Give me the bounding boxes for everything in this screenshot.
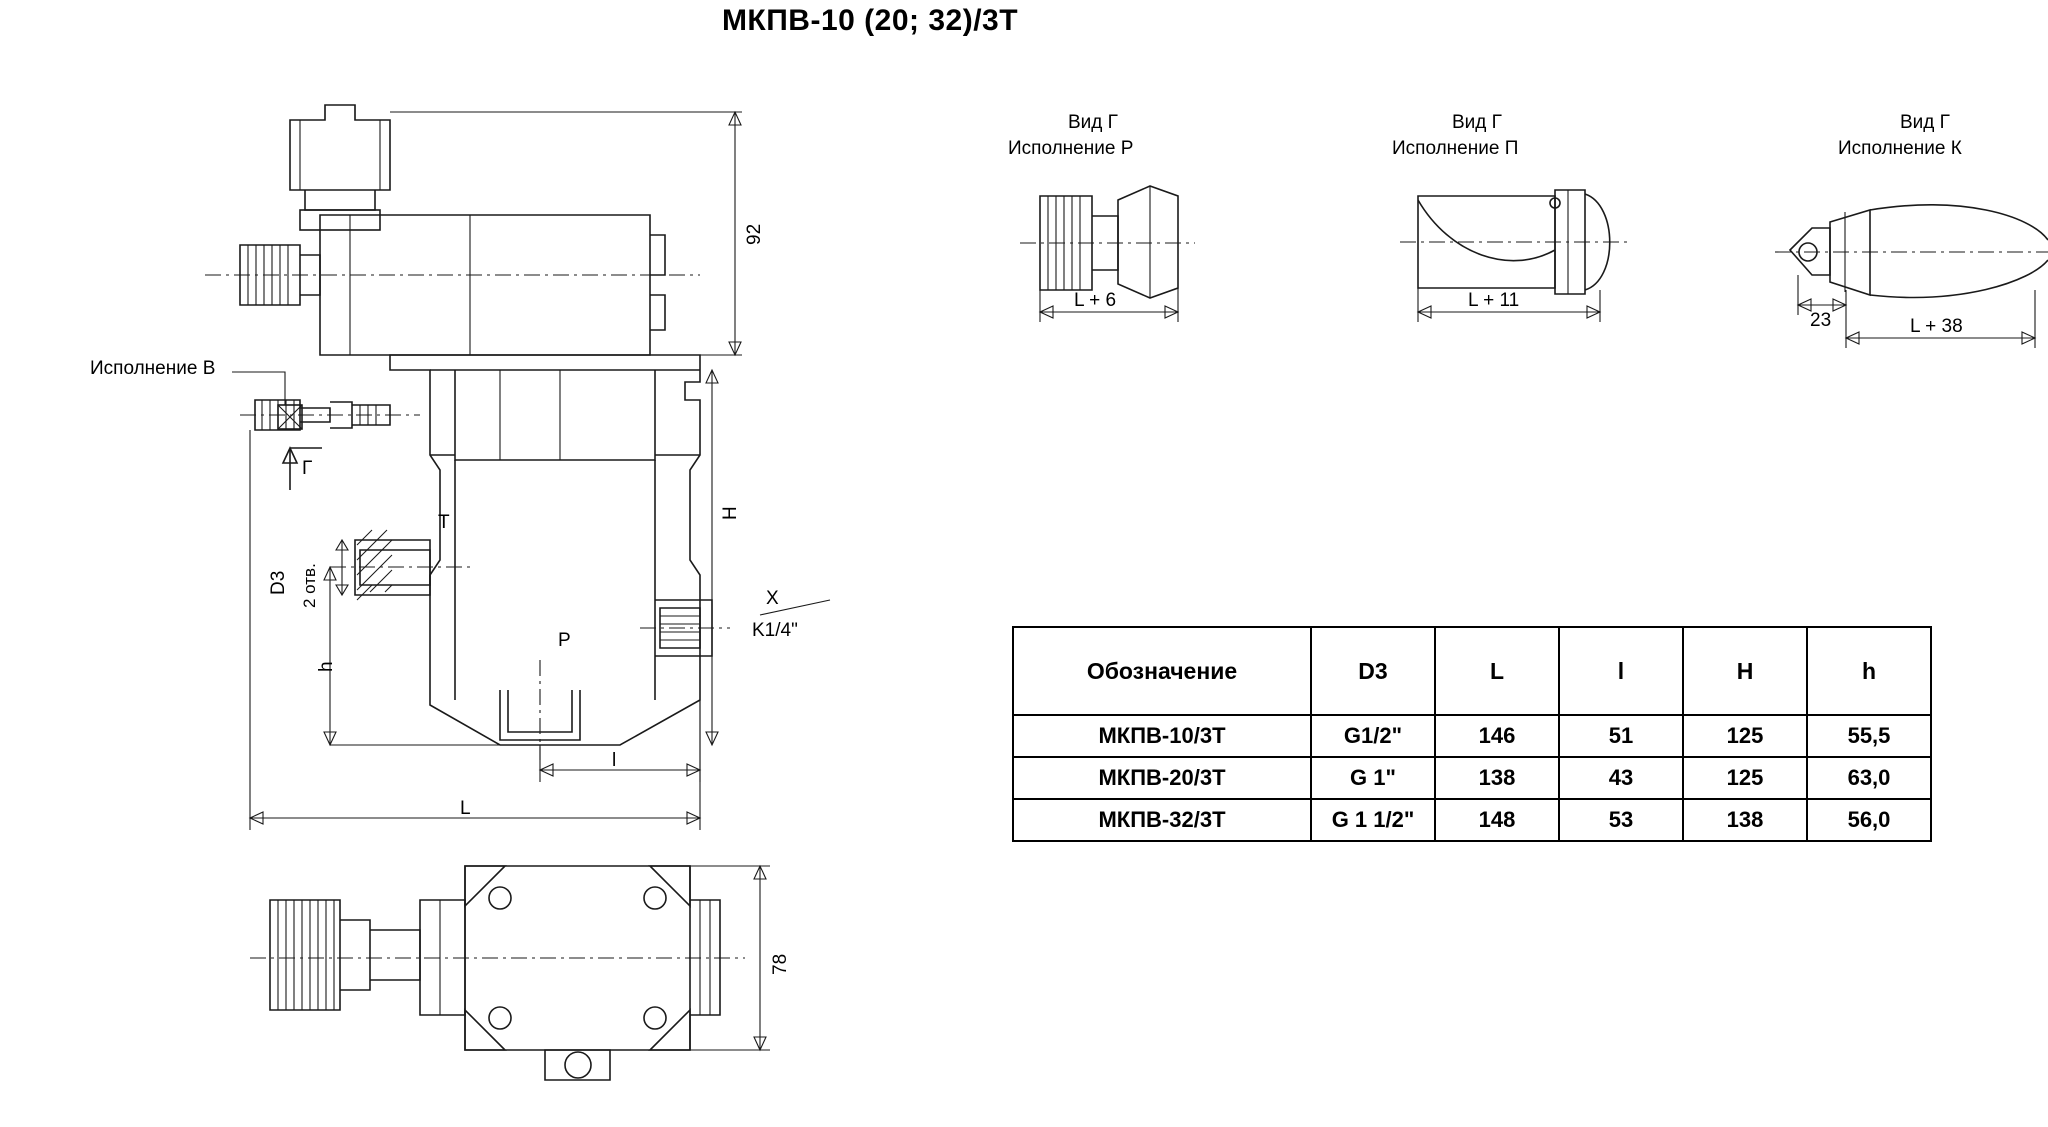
view-g-k-caption-2: Исполнение К [1838,138,1962,159]
table-cell: 148 [1435,799,1559,841]
table-cell: 138 [1683,799,1807,841]
table-cell: G1/2" [1311,715,1435,757]
table-cell: 138 [1435,757,1559,799]
view-g-pp-dimension: L + 11 [1468,290,1520,311]
specification-table [1012,626,1932,842]
table-header-cell: h [1807,627,1931,715]
dim-h-small: h [316,661,337,672]
table-row [1013,757,1931,799]
table-cell: 43 [1559,757,1683,799]
main-valve-top-view [250,866,770,1080]
dim-2-otv: 2 отв. [300,563,319,608]
table-cell: МКПВ-10/3Т [1013,715,1311,757]
thread-label-k14: K1/4" [752,620,798,641]
dim-78: 78 [770,953,791,975]
dim-d3: D3 [268,570,289,595]
table-header-row [1013,627,1931,715]
port-label-x: X [766,588,779,609]
table-row [1013,799,1931,841]
view-g-k-caption-1: Вид Г [1900,112,1950,133]
table-cell: 56,0 [1807,799,1931,841]
main-valve-front-view [205,105,830,830]
table-cell: 55,5 [1807,715,1931,757]
table-cell: 51 [1559,715,1683,757]
table-header-cell: D3 [1311,627,1435,715]
table-header-cell: Обозначение [1013,627,1311,715]
table-row [1013,715,1931,757]
dim-92: 92 [744,223,765,245]
view-g-pp-caption-2: Исполнение П [1392,138,1519,159]
view-g-p-dimension: L + 6 [1074,290,1117,311]
table-cell: 125 [1683,715,1807,757]
table-header-cell: L [1435,627,1559,715]
table-header-cell: l [1559,627,1683,715]
label-ispolnenie-v: Исполнение В [90,358,216,379]
view-g-k-dimension: L + 38 [1910,316,1963,337]
table-cell: МКПВ-20/3Т [1013,757,1311,799]
port-label-t: T [438,512,450,533]
view-g-pp-caption-1: Вид Г [1452,112,1502,133]
table-cell: 146 [1435,715,1559,757]
label-arrow-g: Г [302,458,313,479]
table-cell: G 1 1/2" [1311,799,1435,841]
view-g-k-dimension-23: 23 [1810,310,1832,331]
table-cell: G 1" [1311,757,1435,799]
view-g-p-caption-1: Вид Г [1068,112,1118,133]
table-cell: 63,0 [1807,757,1931,799]
table-cell: МКПВ-32/3Т [1013,799,1311,841]
port-label-p: P [558,630,571,651]
dim-l-big: L [460,798,471,819]
table-cell: 125 [1683,757,1807,799]
dim-l-small: l [612,750,617,771]
table-cell: 53 [1559,799,1683,841]
dim-h-total: H [720,506,741,520]
view-g-p-caption-2: Исполнение Р [1008,138,1134,159]
page-title: МКПВ-10 (20; 32)/3Т [721,4,1019,37]
table-header-cell: H [1683,627,1807,715]
